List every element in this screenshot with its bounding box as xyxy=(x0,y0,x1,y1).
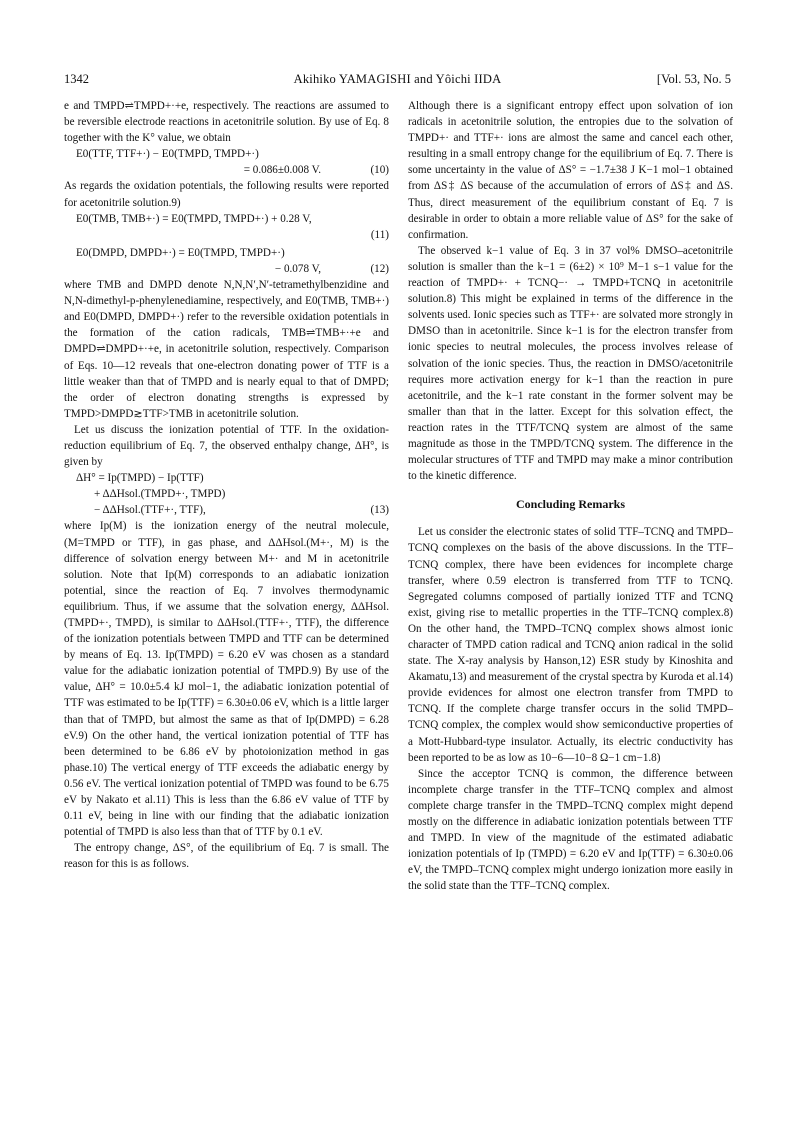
equation-number: (12) xyxy=(370,262,389,275)
equation-text: − ΔΔHsol.(TTF+·, TTF), xyxy=(94,504,206,517)
equation-11-number xyxy=(64,227,389,243)
paragraph: where TMB and DMPD denote N,N,N′,N′-tetramethylbenzidine and N,N-dimethyl-p-phenylenediamine, respectively, and E0(TMB, TMB+·) and E0(DMPD, DMPD+·) refer to the reversible oxidation potentials in the formation of the cation radicals, TMB⇌TMB+·+e and DMPD⇌DMPD+·+e, in acetonitrile solution, respectively. Comparison of Eqs. 10—12 reveals that one-electron donating power of TTF is a little weaker than that of TMPD and is nearly equal to that of DMPD; the order of electron donating strengths is expressed by TMPD>DMPD≳TTF>TMB in acetonitrile solution. xyxy=(64,279,389,420)
paragraph: The entropy change, ΔS°, of the equilibrium of Eq. 7 is small. The reason for this is as follows. xyxy=(64,842,389,871)
paragraph: Since the acceptor TCNQ is common, the difference between incomplete charge transfer in the TTF–TCNQ complex and almost complete charge transfer in the TMPD–TCNQ complex might depend mostly on the difference in adiabatic ionization potentials between TTF and TMPD. In view of the magnitude of the estimated adiabatic ionization potentials of Ip (TMPD) = 6.20 eV and Ip(TTF) = 6.30±0.06 eV, the TMPD–TCNQ complex might undergo ionization more easily in the solid state than the TTF–TCNQ complex. xyxy=(408,767,733,893)
paragraph: As regards the oxidation potentials, the following results were reported for acetonitrile solution.9) xyxy=(64,180,389,209)
equation-text: E0(DMPD, DMPD+·) = E0(TMPD, TMPD+·) xyxy=(76,246,285,259)
right-column xyxy=(408,98,733,895)
left-column xyxy=(64,98,389,873)
equation-text: ΔH° = Ip(TMPD) − Ip(TTF) xyxy=(76,472,204,485)
equation-11 xyxy=(64,211,389,227)
equation-10-cont xyxy=(64,162,389,178)
paragraph: Let us consider the electronic states of solid TTF–TCNQ and TMPD–TCNQ complexes on the basis of the above discussions. In the TTF–TCNQ complex, there have been evidences for incomplete charge transfer, where 0.59 electron is transferred from TTF to TCNQ. Segregated columns composed of partially ionized TTF and TCNQ exist, giving rise to metallic properties in the TTF–TCNQ complex.8) On the other hand, the TMPD–TCNQ complex shows almost ionic character of TMPD cation radical and TCNQ anion radical in the solid state. The X-ray analysis by Hanson,12) ESR study by Kinoshita and Akamatu,13) and measurement of the crystal spectra by Kuroda et al.14) provide evidences for almost one electron transfer from TMPD to TCNQ. If the complete charge transfer occurs in the solid TMPD–TCNQ complex, the complex would show semiconductive properties of a Mott-Hubbard-type insulator. Actually, its electric conductivity has been reported to be as low as 10−6—10−8 Ω−1 cm−1.8) xyxy=(408,526,733,764)
paragraph: e and TMPD⇌TMPD+·+e, respectively. The reactions are assumed to be reversible electrode reactions in acetonitrile solution. By use of Eq. 8 together with the K° value, we obtain xyxy=(64,100,389,145)
equation-12 xyxy=(64,245,389,261)
equation-13-line3 xyxy=(64,502,389,518)
equation-number: (11) xyxy=(370,228,389,241)
section-title: Concluding Remarks xyxy=(515,497,625,512)
equation-number: (13) xyxy=(370,504,389,517)
equation-text: − 0.078 V, xyxy=(274,262,321,275)
running-header xyxy=(64,72,731,90)
equation-text: + ΔΔHsol.(TMPD+·, TMPD) xyxy=(94,488,226,501)
equation-13 xyxy=(64,470,389,486)
header-authors: Akihiko YAMAGISHI and Yôichi IIDA xyxy=(293,72,502,86)
page-number: 1342 xyxy=(64,72,89,86)
paragraph: Although there is a significant entropy effect upon solvation of ion radicals in acetonitrile solution, the entropies due to the solvation of TMPD+· and TTF+· ions are almost the same and cancel each other, resulting in a small entropy change for the equilibrium of Eq. 7. There is some uncertainty in the value of ΔS° = −1.7±38 J K−1 mol−1 obtained from ΔS‡ ΔS because of the accumulation of errors of ΔS‡ and ΔS. Thus, direct measurement of the equilibrium constant of Eq. 7 is desirable in order to obtain a more reliable value of ΔS° for the sake of confirmation. xyxy=(408,100,733,241)
equation-12-cont xyxy=(64,261,389,277)
equation-text: E0(TTF, TTF+·) − E0(TMPD, TMPD+·) xyxy=(76,148,259,161)
equation-number: (10) xyxy=(370,164,389,177)
equation-text: E0(TMB, TMB+·) = E0(TMPD, TMPD+·) + 0.28 V, xyxy=(76,212,312,225)
equation-13-line2 xyxy=(64,486,389,502)
header-volume: [Vol. 53, No. 5 xyxy=(656,72,731,86)
paragraph: Let us discuss the ionization potential of TTF. In the oxidation-reduction equilibrium of Eq. 7, the observed enthalpy change, ΔH°, is given by xyxy=(64,423,389,469)
paragraph: The observed k−1 value of Eq. 3 in 37 vol% DMSO–acetonitrile solution is smaller than the k−1 = (6±2) × 10⁹ M−1 s−1 value for the reaction of TMPD+· + TCNQ−· → TMPD+TCNQ in acetonitrile solution.8) This might be explained in terms of the difference in the solvents used. Ionic species such as TTF+· are solvated more strongly in DMSO than in acetonitrile. Since k−1 is for the electron transfer from ionic species to neutral molecules, the process involves release of solvation of the ionic species. Thus, the reaction in DMSO/acetonitrile requires more activation energy for k−1 than the reaction in pure acetonitrile, and the k−1 rate constant in the former solvent may be smaller than that in the latter. Except for this solvation effect, the reaction rates in the TTF/TCNQ system are almost of the same magnitude as those in the TMPD/TCNQ system. The difference in the molecular structures of TTF and TMPD may make a minor contribution to the kinetic difference. xyxy=(408,244,733,483)
paragraph: where Ip(M) is the ionization energy of the neutral molecule, (M=TMPD or TTF), in gas phase, and ΔΔHsol.(M+·, M) is the difference of solvation energy between M+· and M in acetonitrile solution. Note that Ip(M) corresponds to an adiabatic ionization potential, since the reaction of Eq. 7 involves thermodynamic equilibrium. Thus, if we assume that the solvation energy, ΔΔHsol.(TMPD+·, TMPD), is similar to ΔΔHsol.(TTF+·, TTF), the difference of the ionization potentials between TMPD and TTF can be determined by means of Eq. 13. Ip(TMPD) = 6.20 eV was chosen as a standard value for the adiabatic ionization potential of TMPD.9) By use of the value, ΔH° = 10.0±5.4 kJ mol−1, the adiabatic ionization potential of TTF was estimated to be Ip(TTF) = 6.30±0.06 eV, which is a little larger than that of TMPD, but almost the same as that of Ip(DMPD) = 6.28 eV.9) On the other hand, the vertical ionization potential of TTF has been determined to be 6.86 eV by photoionization method in gas phase.10) The vertical energy of TTF exceeds the adiabatic energy by 0.56 eV. The vertical ionization potential of TMPD was found to be 6.75 eV by Nakato et al.11) This is less than the 6.86 eV value of TTF by 0.11 eV, being in line with our finding that the adiabatic ionization potential of TMPD is also less than that of TTF by 0.1 eV. xyxy=(64,520,389,839)
equation-text: = 0.086±0.008 V. xyxy=(243,164,321,177)
equation-10 xyxy=(64,146,389,162)
